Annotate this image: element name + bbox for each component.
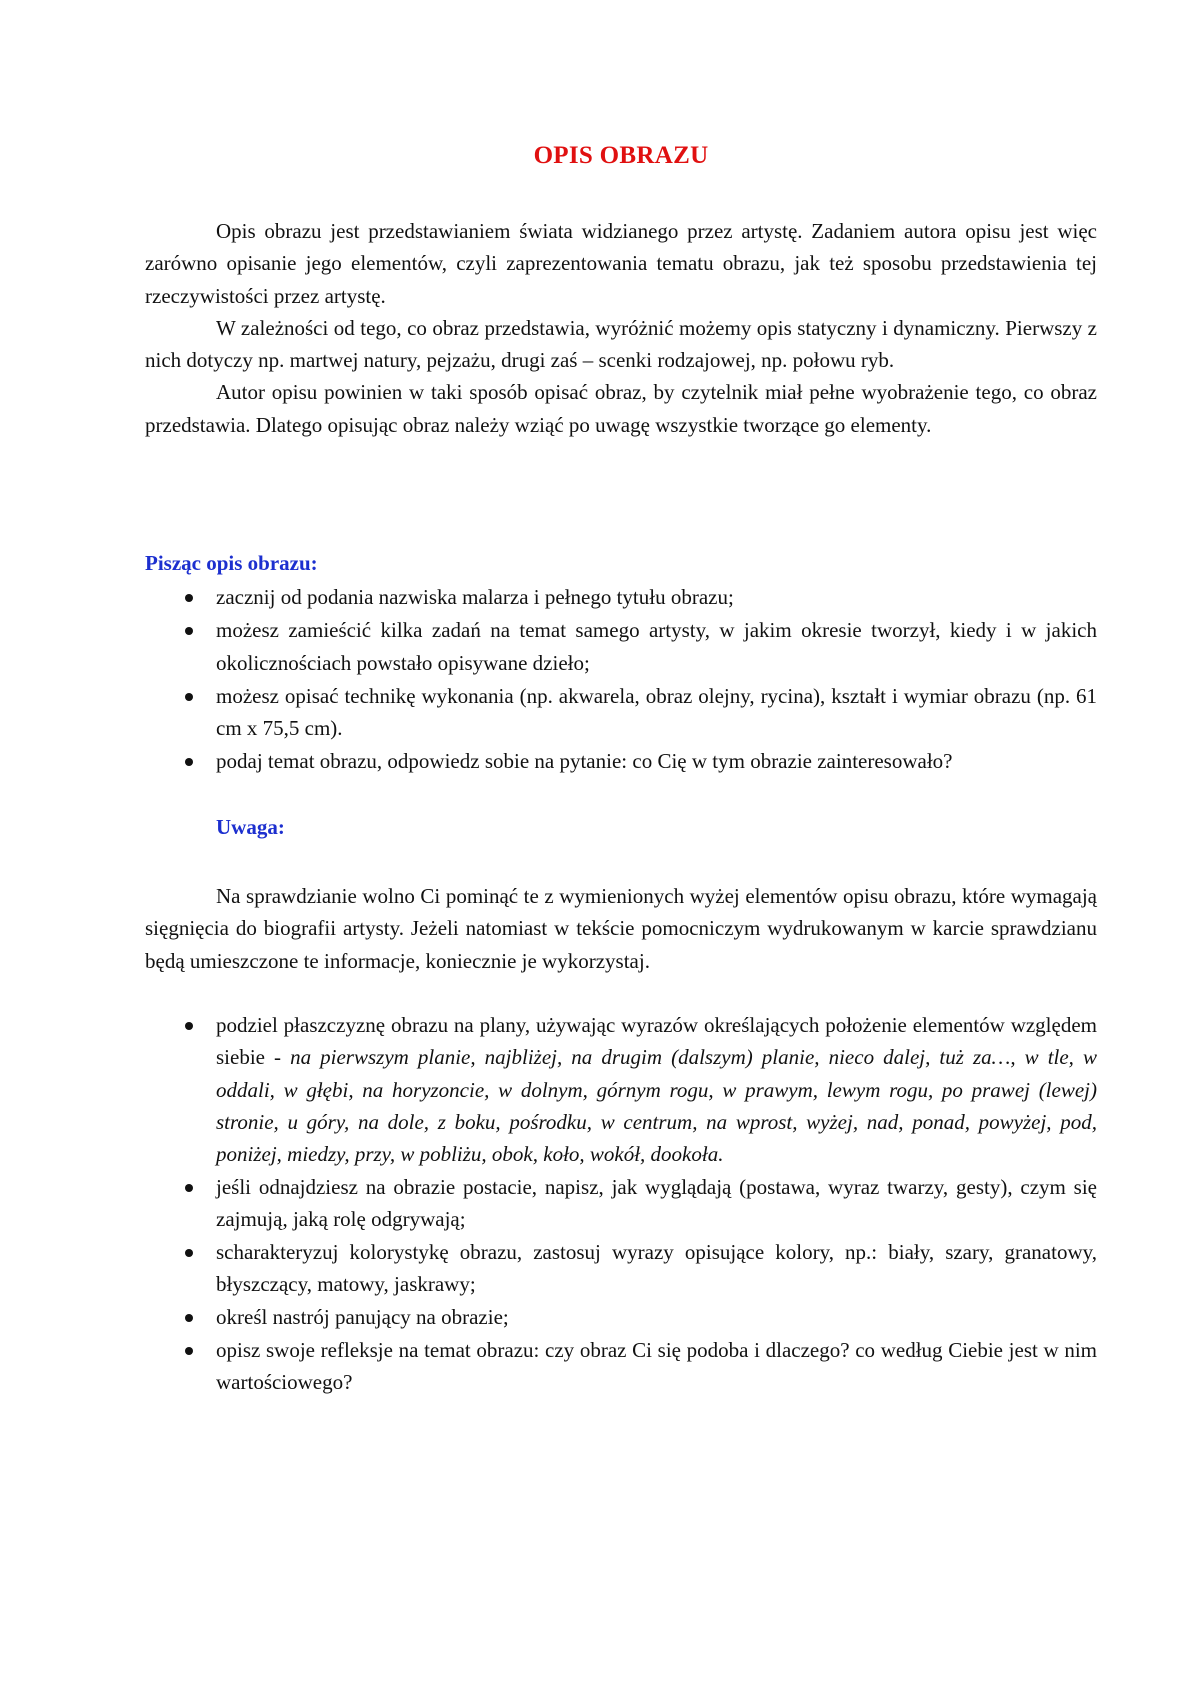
writing-tips-list xyxy=(145,581,1097,779)
list-item xyxy=(145,745,1097,777)
list-item xyxy=(145,1301,1097,1333)
bullet-icon xyxy=(185,627,193,635)
plan-examples-text: na pierwszym planie, najbliżej, na drugim (dalszym) planie, nieco dalej, tuż za…, w tle, w oddali, w głębi, na horyzoncie, w dolnym, górnym rogu, w prawym, lewym rogu, po prawej (lewej) stronie, u góry, na dole, z boku, pośrodku, w centrum, na wprost, wyżej, nad, ponad, powyżej, pod, poniżej, miedzy, przy, w pobliżu, obok, koło, wokół, dookoła. xyxy=(216,1045,1097,1167)
bullet-icon xyxy=(185,1249,193,1257)
list-item-text: możesz opisać technikę wykonania (np. akwarela, obraz olejny, rycina), kształt i wymiar obrazu (np. 61 cm x 75,5 cm). xyxy=(216,683,1097,741)
bullet-icon xyxy=(185,1347,193,1355)
bullet-icon xyxy=(185,1314,193,1322)
list-item xyxy=(145,1171,1097,1236)
intro-paragraph: Opis obrazu jest przedstawianiem świata widzianego przez artystę. Zadaniem autora opisu jest więc zarówno opisanie jego elementów, czyli zaprezentowania tematu obrazu, jak też sposobu przedstawienia tej rzeczywistości przez artystę. xyxy=(145,219,1097,308)
bullet-icon xyxy=(185,693,193,701)
list-item-text: jeśli odnajdziesz na obrazie postacie, napisz, jak wyglądają (postawa, wyraz twarzy, gesty), czym się zajmują, jaką rolę odgrywają; xyxy=(216,1174,1097,1232)
list-item xyxy=(145,1009,1097,1170)
list-item xyxy=(145,581,1097,613)
bullet-icon xyxy=(185,758,193,766)
intro-paragraph: Autor opisu powinien w taki sposób opisać obraz, by czytelnik miał pełne wyobrażenie tego, co obraz przedstawia. Dlatego opisując obraz należy wziąć po uwagę wszystkie tworzące go elementy. xyxy=(145,380,1097,437)
note-heading: Uwaga: xyxy=(216,815,285,839)
list-item xyxy=(145,680,1097,745)
list-item xyxy=(145,1236,1097,1301)
list-item-text: zacznij od podania nazwiska malarza i pełnego tytułu obrazu; xyxy=(216,585,734,609)
intro-section xyxy=(145,215,1097,441)
document-title: OPIS OBRAZU xyxy=(533,142,709,169)
steps-list xyxy=(145,1009,1097,1399)
list-item xyxy=(145,1334,1097,1399)
intro-paragraph: W zależności od tego, co obraz przedstawia, wyróżnić możemy opis statyczny i dynamiczny. Pierwszy z nich dotyczy np. martwej natury, pejzażu, drugi zaś – scenki rodzajowej, np. połowu ryb. xyxy=(145,315,1097,373)
writing-heading: Pisząc opis obrazu: xyxy=(145,551,318,575)
list-item xyxy=(145,614,1097,679)
list-item-text: określ nastrój panujący na obrazie; xyxy=(216,1305,509,1330)
note-paragraph: Na sprawdzianie wolno Ci pominąć te z wymienionych wyżej elementów opisu obrazu, które wymagają sięgnięcia do biografii artysty. Jeżeli natomiast w tekście pomocniczym wydrukowanym w karcie sprawdzianu będą umieszczone te informacje, koniecznie je wykorzystaj. xyxy=(145,884,1097,973)
bullet-icon xyxy=(185,594,193,602)
bullet-icon xyxy=(185,1022,193,1030)
list-item-text: scharakteryzuj kolorystykę obrazu, zastosuj wyrazy opisujące kolory, np.: biały, szary, granatowy, błyszczący, matowy, jaskrawy; xyxy=(216,1240,1097,1297)
list-item-text: podziel płaszczyznę obrazu na plany, używając wyrazów określających położenie elementów względem siebie - xyxy=(216,1013,1097,1070)
list-item-text: opisz swoje refleksje na temat obrazu: czy obraz Ci się podoba i dlaczego? co według Ciebie jest w nim wartościowego? xyxy=(216,1337,1097,1395)
bullet-icon xyxy=(185,1184,193,1192)
list-item-text: podaj temat obrazu, odpowiedz sobie na pytanie: co Cię w tym obrazie zainteresowało? xyxy=(216,749,953,774)
list-item-text: możesz zamieścić kilka zadań na temat samego artysty, w jakim okresie tworzył, kiedy i w jakich okolicznościach powstało opisywane dzieło; xyxy=(216,618,1097,675)
